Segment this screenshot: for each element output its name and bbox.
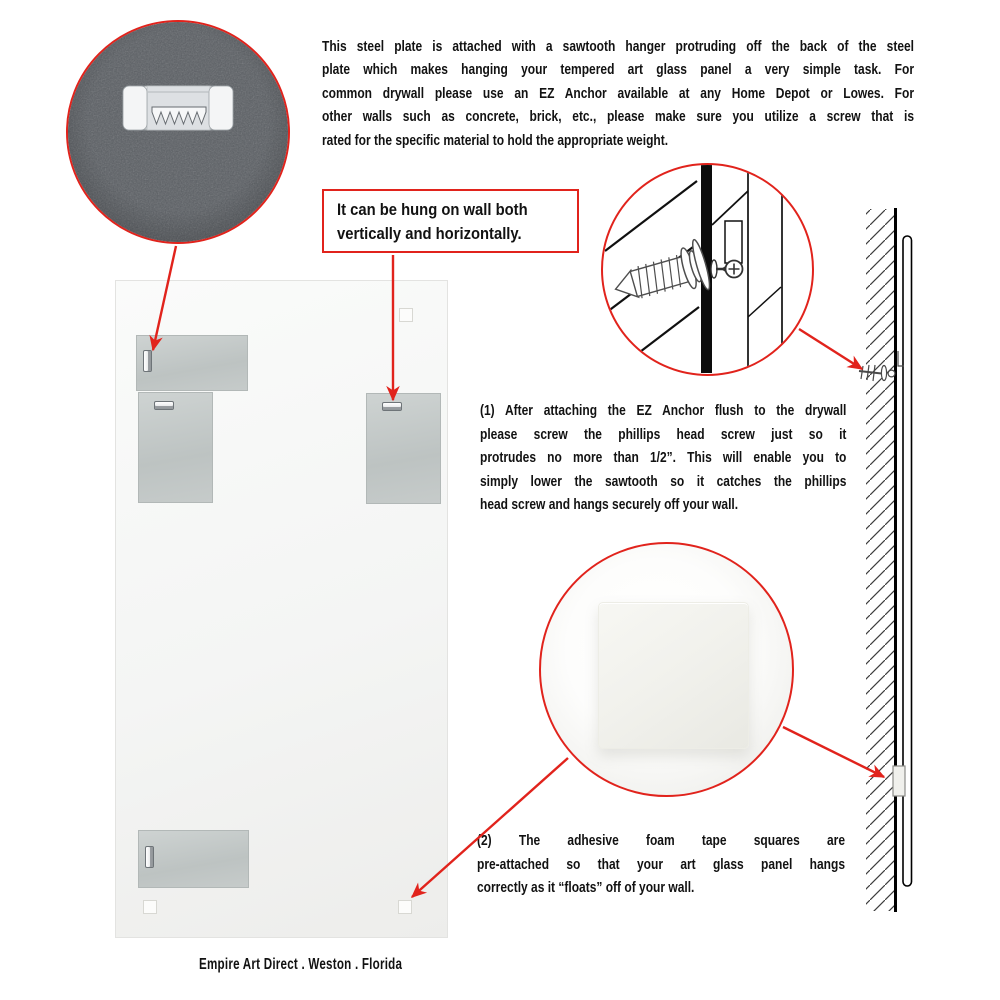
ez-anchor-body [608, 238, 712, 314]
text-line: plate which makes hanging your tempered art glass panel a very simple task. For [322, 61, 914, 79]
text-line: This steel plate is attached with a sawtooth hanger protruding off the back of the steel [322, 38, 914, 55]
text-line: (1) After attaching the EZ Anchor flush to the drywall [480, 402, 847, 419]
text-line: (2) The adhesive foam tape squares are [477, 832, 845, 849]
text-line: It can be hung on wall both [337, 200, 528, 219]
intro-paragraph [322, 35, 914, 152]
foam-tape-square-marker [398, 900, 412, 914]
mounting-plate [136, 335, 248, 391]
text-line: protrudes no more than 1/2”. This will enable you to [480, 449, 847, 466]
wall-foam-tape-drawing [893, 766, 905, 796]
sawtooth-hanger-small [382, 402, 402, 411]
ez-anchor-detail-circle [601, 163, 814, 376]
sawtooth-hanger-small [154, 401, 174, 410]
sawtooth-hanger-photo [68, 22, 288, 242]
text-line: other walls such as concrete, brick, etc., please make sure you utilize a screw that is [322, 108, 914, 126]
foam-tape-detail-circle [539, 542, 794, 797]
foam-tape-square-marker [143, 900, 157, 914]
text-line: head screw and hangs securely off your wall. [480, 496, 739, 513]
hang-orientation-note-text [337, 198, 565, 246]
text-line: please screw the phillips head screw just so it [480, 425, 847, 443]
sawtooth-hanger-small [145, 846, 154, 868]
photo-vignette [68, 22, 288, 242]
step1-paragraph [480, 399, 846, 517]
wall-hatching [866, 209, 895, 911]
foam-tape-square-marker [399, 308, 413, 322]
mounting-plate [366, 393, 441, 504]
sawtooth-hanger-small [143, 350, 152, 372]
foam-tape-square-image [598, 602, 749, 749]
step2-paragraph [477, 829, 845, 900]
arrow-foam-circle-to-wall-tape [783, 727, 884, 777]
mounting-plate [138, 830, 249, 888]
mounting-plate [138, 392, 213, 503]
text-line: rated for the specific material to hold the appropriate weight. [322, 131, 669, 149]
glass-panel-side-view [903, 236, 912, 886]
wall-anchor-drawing [859, 351, 904, 381]
ez-anchor-illustration [603, 165, 811, 373]
arrow-anchor-circle-to-wall [799, 329, 862, 369]
art-glass-panel-back-photo [115, 280, 448, 938]
text-line: correctly as it “floats” off of your wall. [477, 879, 695, 896]
hang-orientation-note-box [322, 189, 579, 253]
text-line: pre-attached so that your art glass panel hangs [477, 855, 845, 873]
text-line: vertically and horizontally. [337, 224, 522, 243]
text-line: common drywall please use an EZ Anchor available at any Home Depot or Lowes. For [322, 84, 914, 102]
text-line: simply lower the sawtooth so it catches the phillips [480, 472, 847, 490]
brand-footer: Empire Art Direct . Weston . Florida [199, 956, 403, 973]
sawtooth-hanger-image [123, 86, 233, 130]
sawtooth-hanger-detail-circle [66, 20, 290, 244]
